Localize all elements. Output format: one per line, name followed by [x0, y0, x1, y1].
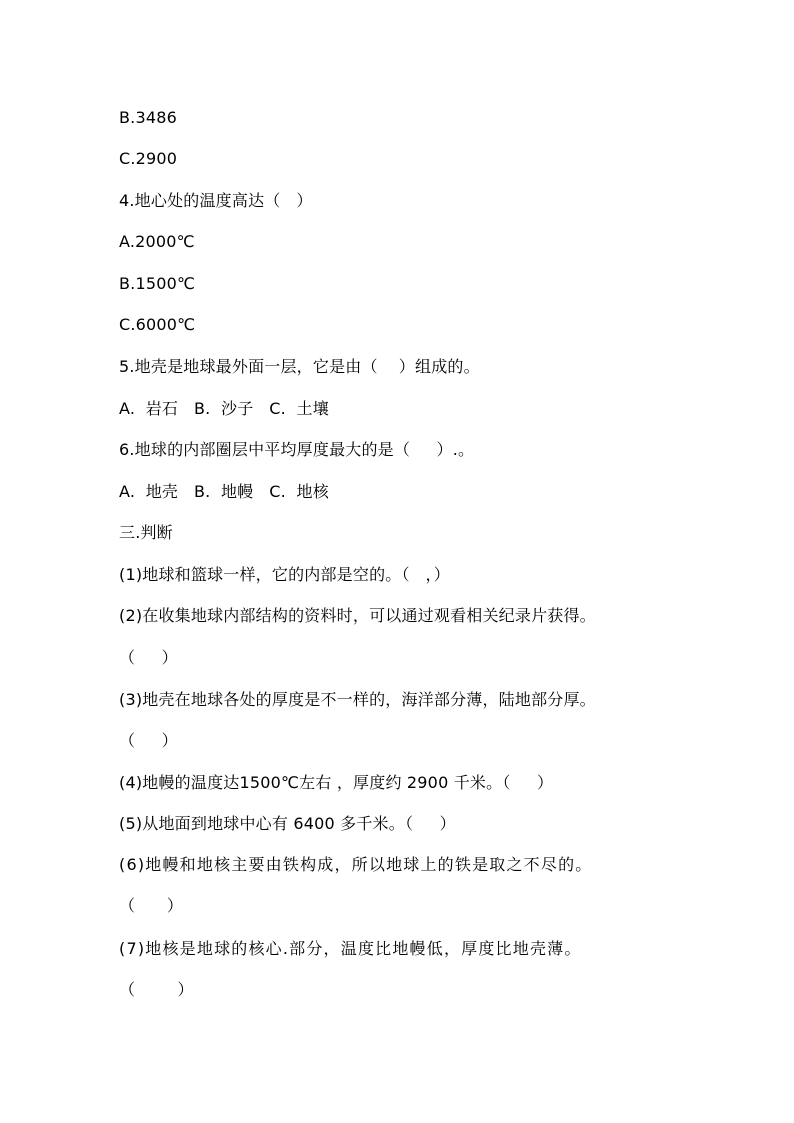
section-heading-judgement: 三.判断	[119, 523, 173, 542]
question-4: 4.地心处的温度高达（ ）	[119, 191, 313, 210]
judgement-4: (4)地幔的温度达1500℃左右 ，厚度约 2900 千米。（ ）	[119, 773, 554, 792]
question-6-options: A. 地壳 B. 地幔 C. 地核	[119, 482, 329, 501]
judgement-7: (7)地核是地球的核心.部分，温度比地幔低，厚度比地壳薄。	[119, 939, 582, 958]
question-4-option-c: C.6000℃	[119, 315, 196, 334]
judgement-3-bracket: （ ）	[119, 731, 178, 750]
judgement-6-bracket: （ ）	[119, 896, 184, 915]
question-4-option-a: A.2000℃	[119, 232, 195, 251]
option-c-2900: C.2900	[119, 149, 178, 168]
judgement-1: (1)地球和篮球一样，它的内部是空的。（ ，）	[119, 565, 450, 584]
question-5-options: A. 岩石 B. 沙子 C. 土壤	[119, 399, 329, 418]
judgement-7-bracket: （ ）	[119, 980, 194, 999]
question-5: 5.地壳是地球最外面一层，它是由（ ）组成的。	[119, 357, 480, 376]
question-6: 6.地球的内部圈层中平均厚度最大的是（ ）.。	[119, 440, 475, 459]
judgement-3: (3)地壳在地球各处的厚度是不一样的，海洋部分薄，陆地部分厚。	[119, 690, 596, 709]
judgement-2: (2)在收集地球内部结构的资料时，可以通过观看相关纪录片获得。	[119, 606, 596, 625]
option-b-3486: B.3486	[119, 108, 177, 127]
judgement-2-bracket: （ ）	[119, 648, 178, 667]
judgement-5: (5)从地面到地球中心有 6400 多千米。（ ）	[119, 814, 456, 833]
question-4-option-b: B.1500℃	[119, 274, 196, 293]
judgement-6: (6)地幔和地核主要由铁构成，所以地球上的铁是取之不尽的。	[119, 855, 593, 874]
